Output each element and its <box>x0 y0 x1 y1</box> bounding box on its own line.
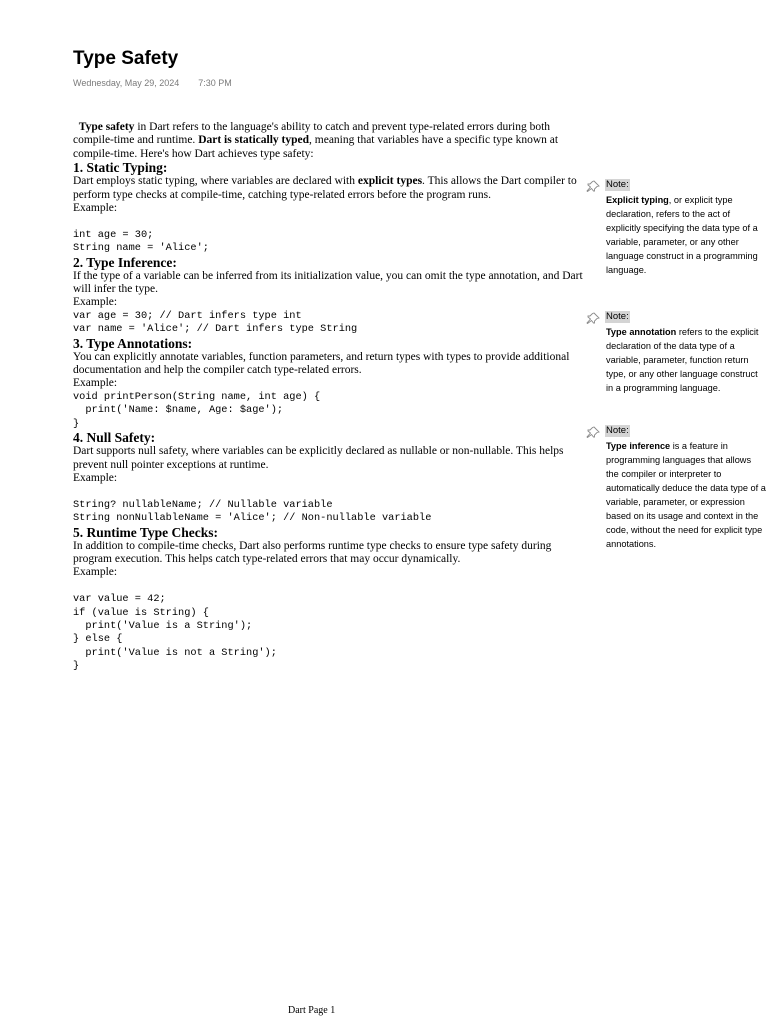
section-heading-type-inference: 2. Type Inference: <box>73 254 177 270</box>
code-block-type-inference: var age = 30; // Dart infers type int var name = 'Alice'; // Dart infers type String <box>73 309 358 336</box>
blank-line <box>73 580 585 593</box>
note-text: refers to the explicit declaration of the data type of a variable, parameter, function return type, or any other language construct in a programming language. <box>606 327 759 393</box>
section-heading-null-safety: 4. Null Safety: <box>73 430 156 446</box>
note-term: Explicit typing <box>606 195 669 205</box>
blank-line <box>73 215 585 228</box>
section-text-type-annotations: You can explicitly annotate variables, function parameters, and return types with types to provide additional documentation and help the compiler catch type-related errors. <box>73 350 570 377</box>
note-label: Note: <box>606 425 629 436</box>
note-label: Note: <box>606 179 629 190</box>
intro-paragraph <box>73 121 585 161</box>
section-heading-runtime-checks: 5. Runtime Type Checks: <box>73 524 219 540</box>
intro-text-2: , meaning that variables have a specific type known at compile-time. Here's how Dart achieves type safety: <box>73 134 559 160</box>
example-label-runtime-checks: Example: <box>73 566 118 579</box>
static-typing-text-b: . This allows the Dart compiler to perform type checks at compile-time, catching type-related errors before the program runs. <box>73 175 577 201</box>
code-block-static-typing: int age = 30; String name = 'Alice'; <box>73 228 209 255</box>
section-text-static-typing <box>73 175 585 202</box>
code-block-null-safety: String? nullableName; // Nullable variable String nonNullableName = 'Alice'; // Non-nullable variable <box>73 498 432 525</box>
intro-bold-term: Type safety <box>78 121 135 133</box>
code-block-runtime-checks: var value = 42; if (value is String) { print('Value is a String'); } else { print('Value is not a String'); } <box>73 593 277 673</box>
example-label-type-annotations: Example: <box>73 377 118 390</box>
code-block-type-annotations: void printPerson(String name, int age) { print('Name: $name, Age: $age'); } <box>73 390 321 430</box>
note-body <box>606 193 766 277</box>
example-label-static-typing: Example: <box>73 202 118 215</box>
section-text-runtime-checks: In addition to compile-time checks, Dart also performs runtime type checks to ensure type safety during program execution. This helps catch type-related errors that may occur dynamically. <box>73 539 552 565</box>
note-text: is a feature in programming languages that allows the compiler or interpreter to automatically deduce the data type of a variable, parameter, or expression based on its usage and context in the code, without the need for explicit type annotations. <box>606 441 766 549</box>
page-date: Wednesday, May 29, 2024 <box>73 78 180 88</box>
note-term: Type inference <box>606 441 671 451</box>
note-text: , or explicit type declaration, refers to the act of explicitly specifying the data type of a variable, parameter, or any other language construct in a programming language. <box>606 195 758 275</box>
pushpin-icon <box>586 426 600 438</box>
page-meta <box>73 78 232 88</box>
section-text-null-safety: Dart supports null safety, where variables can be explicitly declared as nullable or non-nullable. This helps prevent null pointer exceptions at runtime. <box>73 445 564 471</box>
pushpin-icon <box>586 312 600 324</box>
static-typing-text-a: Dart employs static typing, where variables are declared with <box>73 175 358 188</box>
note-label: Note: <box>606 311 629 322</box>
note-term: Type annotation <box>606 327 677 337</box>
pushpin-icon <box>586 180 600 192</box>
section-heading-type-annotations: 3. Type Annotations: <box>73 335 193 351</box>
section-text-type-inference: If the type of a variable can be inferred from its initialization value, you can omit the type annotation, and Dart will infer the type. <box>73 269 583 296</box>
page-time: 7:30 PM <box>198 78 232 88</box>
example-label-null-safety: Example: <box>73 471 118 484</box>
page-title: Type Safety <box>73 48 179 69</box>
note-body <box>606 439 766 551</box>
note-body <box>606 325 766 395</box>
example-label-type-inference: Example: <box>73 296 118 309</box>
intro-bold-2: Dart is statically typed <box>198 134 310 147</box>
intro-text-1: in Dart refers to the language's ability to catch and prevent type-related errors during both compile-time and runtime. <box>73 121 551 147</box>
page-footer: Dart Page 1 <box>288 1005 336 1016</box>
static-typing-bold: explicit types <box>357 175 423 188</box>
section-heading-static-typing: 1. Static Typing: <box>73 160 168 176</box>
note-content <box>73 121 585 674</box>
blank-line <box>73 485 585 498</box>
